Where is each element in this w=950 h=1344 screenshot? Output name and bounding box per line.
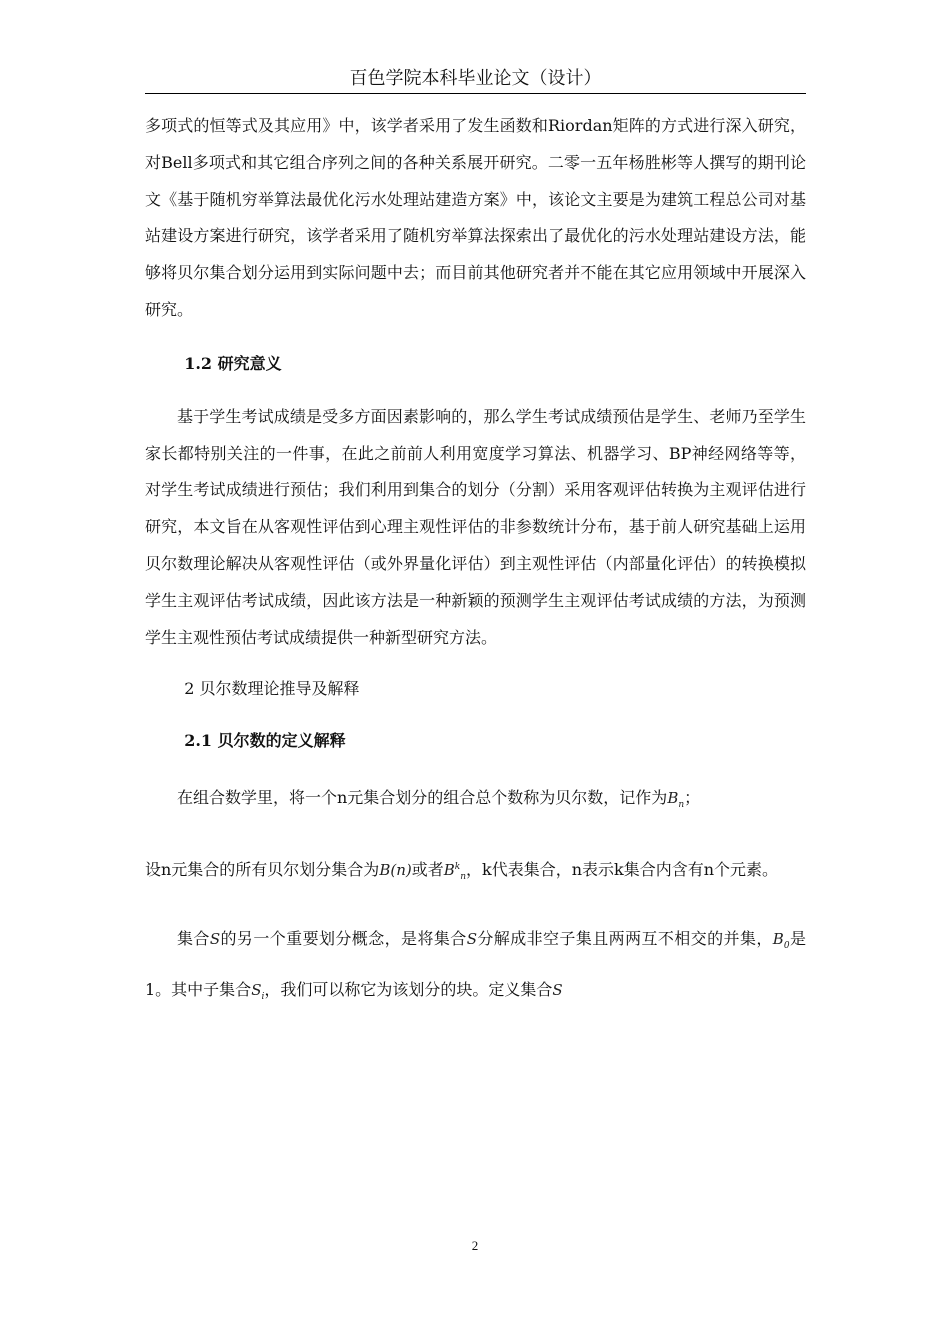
section-heading-2-1: 2.1 贝尔数的定义解释 [184, 731, 346, 751]
math-base: S [251, 981, 262, 1000]
math-base: B [667, 789, 679, 808]
section-heading-2: 2 贝尔数理论推导及解释 [184, 679, 360, 699]
paragraph-bell-definition [145, 776, 806, 827]
text-span: 集合 [177, 929, 210, 949]
text-span: ，我们可以称它为该划分的块。定义集合 [264, 980, 553, 1000]
math-base: B [443, 861, 455, 880]
paragraph-partition-concept [145, 917, 806, 1019]
math-b0 [772, 930, 790, 952]
math-s: S [466, 930, 477, 949]
paragraph-literature: 多项式的恒等式及其应用》中，该学者采用了发生函数和Riordan矩阵的方式进行深入研究，对Bell多项式和其它组合序列之间的各种关系展开研究。二零一五年杨胜彬等人撰写的期刊论文《基于随机穷举算法最优化污水处理站建造方案》中，该论文主要是为建筑工程总公司对基站建设方案进行研究，该学者采用了随机穷举算法探索出了最优化的污水处理站建设方法，能够将贝尔集合划分运用到实际问题中去；而目前其他研究者并不能在其它应用领域中开展深入研究。 [145, 116, 806, 319]
text-span: 是1。其中子集合 [145, 929, 806, 1000]
math-b-of-n: B(n) [379, 861, 412, 880]
text-span: 分解成非空子集且两两互不相交的并集， [476, 929, 773, 949]
math-s: S [552, 981, 563, 1000]
math-sub: n [460, 872, 467, 883]
math-bn [667, 789, 685, 811]
math-si [251, 981, 265, 1003]
math-sub: i [261, 992, 265, 1003]
paragraph-partition-set [145, 845, 806, 899]
section-heading-1-2: 1.2 研究意义 [184, 353, 282, 373]
math-s: S [209, 930, 221, 949]
text-span: 或者 [411, 860, 444, 880]
math-bk-n [443, 861, 467, 883]
text-span: 在组合数学里，将一个n元集合划分的组合总个数称为贝尔数，记作为 [177, 788, 668, 808]
paragraph-significance: 基于学生考试成绩是受多方面因素影响的，那么学生考试成绩预估是学生、老师乃至学生家长都特别关注的一件事，在此之前前人利用宽度学习算法、机器学习、BP神经网络等等，对学生考试成绩进行预估；我们利用到集合的划分（分割）采用客观评估转换为主观评估进行研究，本文旨在从客观性评估到心理主观性评估的非参数统计分布，基于前人研究基础上运用贝尔数理论解决从客观性评估（或外界量化评估）到主观性评估（内部量化评估）的转换模拟学生主观评估考试成绩，因此该方法是一种新颖的预测学生主观评估考试成绩的方法，为预测学生主观性预估考试成绩提供一种新型研究方法。 [145, 406, 806, 647]
text-span: ； [684, 788, 701, 808]
page-number: 2 [471, 1238, 479, 1253]
math-base: B [772, 930, 784, 949]
math-sub: 0 [783, 941, 790, 952]
text-span: 设n元集合的所有贝尔划分集合为 [145, 860, 380, 880]
text-span: ，k代表集合，n表示k集合内含有n个元素。 [466, 860, 779, 880]
math-sub: n [678, 800, 685, 811]
text-span: 的另一个重要划分概念，是将集合 [220, 929, 467, 949]
running-header: 百色学院本科毕业论文（设计） [349, 68, 602, 89]
body-text [145, 108, 806, 1019]
math-sup: k [454, 862, 461, 873]
header-rule [145, 93, 806, 94]
